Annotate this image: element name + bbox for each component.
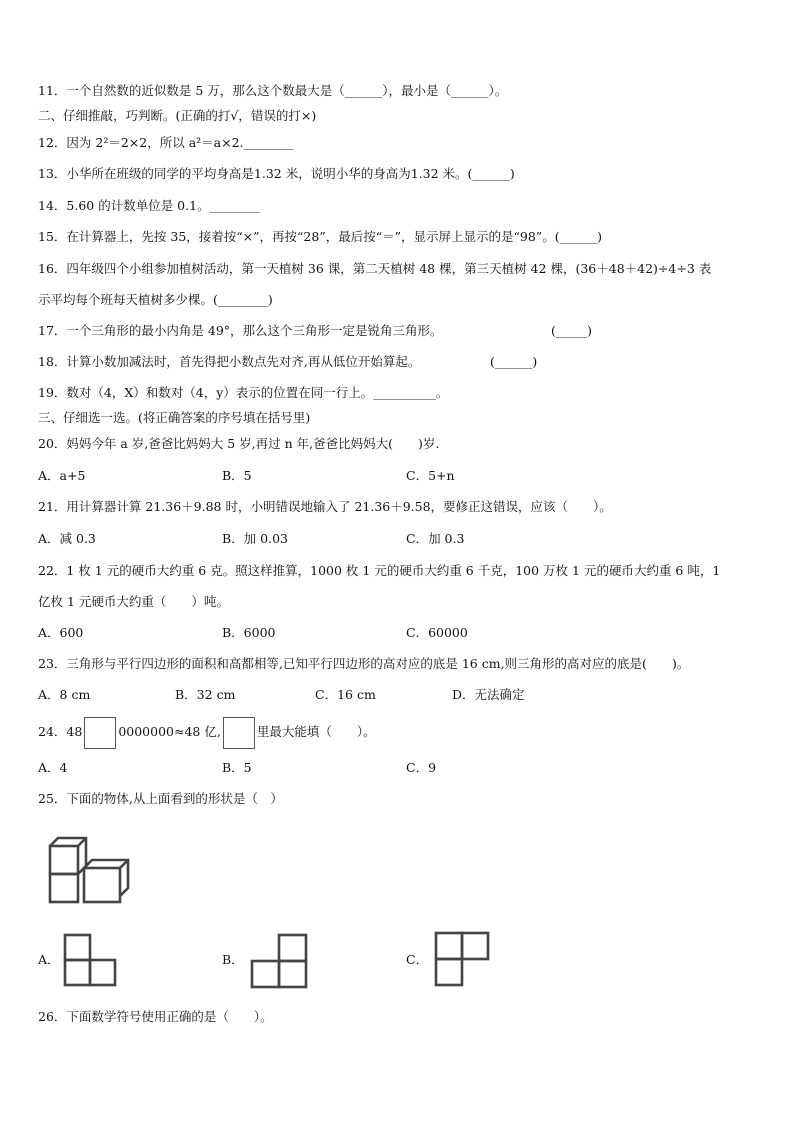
q20-option-a: A．a+5	[38, 468, 86, 483]
q24-part3: 里最大能填（ ）。	[256, 724, 376, 739]
q26-text: 26．下面数学符号使用正确的是（ ）。	[38, 1009, 273, 1024]
q22-option-a: A．600	[38, 625, 84, 640]
q20-option-c: C．5+n	[406, 468, 455, 483]
q23-text: 23．三角形与平行四边形的面积和高都相等,已知平行四边形的高对应的底是 16 cm,则三角形的高对应的底是( )。	[38, 656, 690, 671]
q17-text: 17．一个三角形的最小内角是 49°，那么这个三角形一定是锐角三角形。	[38, 323, 443, 338]
q20-text: 20．妈妈今年 a 岁,爸爸比妈妈大 5 岁,再过 n 年,爸爸比妈妈大( )岁.	[38, 436, 440, 451]
q25-option-c-figure	[432, 930, 492, 988]
q25-option-b-figure	[248, 932, 310, 990]
q25-option-b-label: B．	[222, 952, 244, 967]
q22-option-b: B．6000	[222, 625, 276, 640]
q22-text-line2: 亿枚 1 元硬币大约重（ ）吨。	[38, 594, 229, 609]
q16-text-line2: 示平均每个班每天植树多少棵。(________)	[38, 292, 273, 307]
q24-box-2	[223, 717, 255, 749]
q24-part1: 24．48	[38, 724, 83, 739]
q24-option-a: A．4	[38, 760, 68, 775]
q23-option-c: C．16 cm	[315, 687, 376, 702]
q21-option-a: A．减 0.3	[38, 531, 96, 546]
q14-text: 14．5.60 的计数单位是 0.1。________	[38, 198, 260, 213]
q15-text: 15．在计算器上，先按 35，接着按“×”，再按“28”，最后按“＝”，显示屏上显示的是“98”。(______)	[38, 229, 602, 244]
q11-text: 11．一个自然数的近似数是 5 万，那么这个数最大是（______），最小是（______）。	[38, 83, 508, 98]
q23-option-b: B．32 cm	[175, 687, 236, 702]
q24-part2: 0000000≈48 亿,	[118, 724, 221, 739]
q23-option-d: D．无法确定	[452, 687, 525, 702]
q21-text: 21．用计算器计算 21.36＋9.88 时，小明错误地输入了 21.36＋9.58，要修正这错误，应该（ ）。	[38, 499, 612, 514]
q24-box-1	[84, 717, 116, 749]
q12-text: 12．因为 2²＝2×2，所以 a²＝a×2.________	[38, 135, 294, 150]
q25-option-c-label: C．	[406, 952, 429, 967]
q23-option-a: A．8 cm	[38, 687, 91, 702]
q21-option-c: C．加 0.3	[406, 531, 465, 546]
section-3-heading: 三、仔细选一选。(将正确答案的序号填在括号里)	[38, 410, 311, 425]
section-2-heading: 二、仔细推敲，巧判断。(正确的打√，错误的打×)	[38, 108, 317, 123]
q22-option-c: C．60000	[406, 625, 468, 640]
q25-option-a-figure	[62, 932, 118, 988]
q20-option-b: B．5	[222, 468, 252, 483]
q22-text-line1: 22．1 枚 1 元的硬币大约重 6 克。照这样推算，1000 枚 1 元的硬币大约重 6 千克，100 万枚 1 元的硬币大约重 6 吨，1	[38, 563, 721, 578]
q16-text-line1: 16．四年级四个小组参加植树活动，第一天植树 36 课，第二天植树 48 棵，第三天植树 42 棵，(36＋48＋42)÷4÷3 表	[38, 261, 712, 276]
q18-blank: (______)	[490, 354, 538, 369]
q17-blank: (_____)	[551, 323, 593, 338]
q25-text: 25．下面的物体,从上面看到的形状是（ ）	[38, 791, 283, 806]
q25-cube-figure	[44, 832, 136, 904]
q13-text: 13．小华所在班级的同学的平均身高是1.32 米，说明小华的身高为1.32 米。(______)	[38, 166, 515, 181]
q19-text: 19．数对（4，X）和数对（4，y）表示的位置在同一行上。__________。	[38, 385, 449, 400]
q24-text	[38, 715, 376, 749]
q25-option-a-label: A．	[38, 952, 60, 967]
q24-option-c: C．9	[406, 760, 437, 775]
q24-option-b: B．5	[222, 760, 252, 775]
q21-option-b: B．加 0.03	[222, 531, 288, 546]
q18-text: 18．计算小数加减法时，首先得把小数点先对齐,再从低位开始算起。	[38, 354, 421, 369]
